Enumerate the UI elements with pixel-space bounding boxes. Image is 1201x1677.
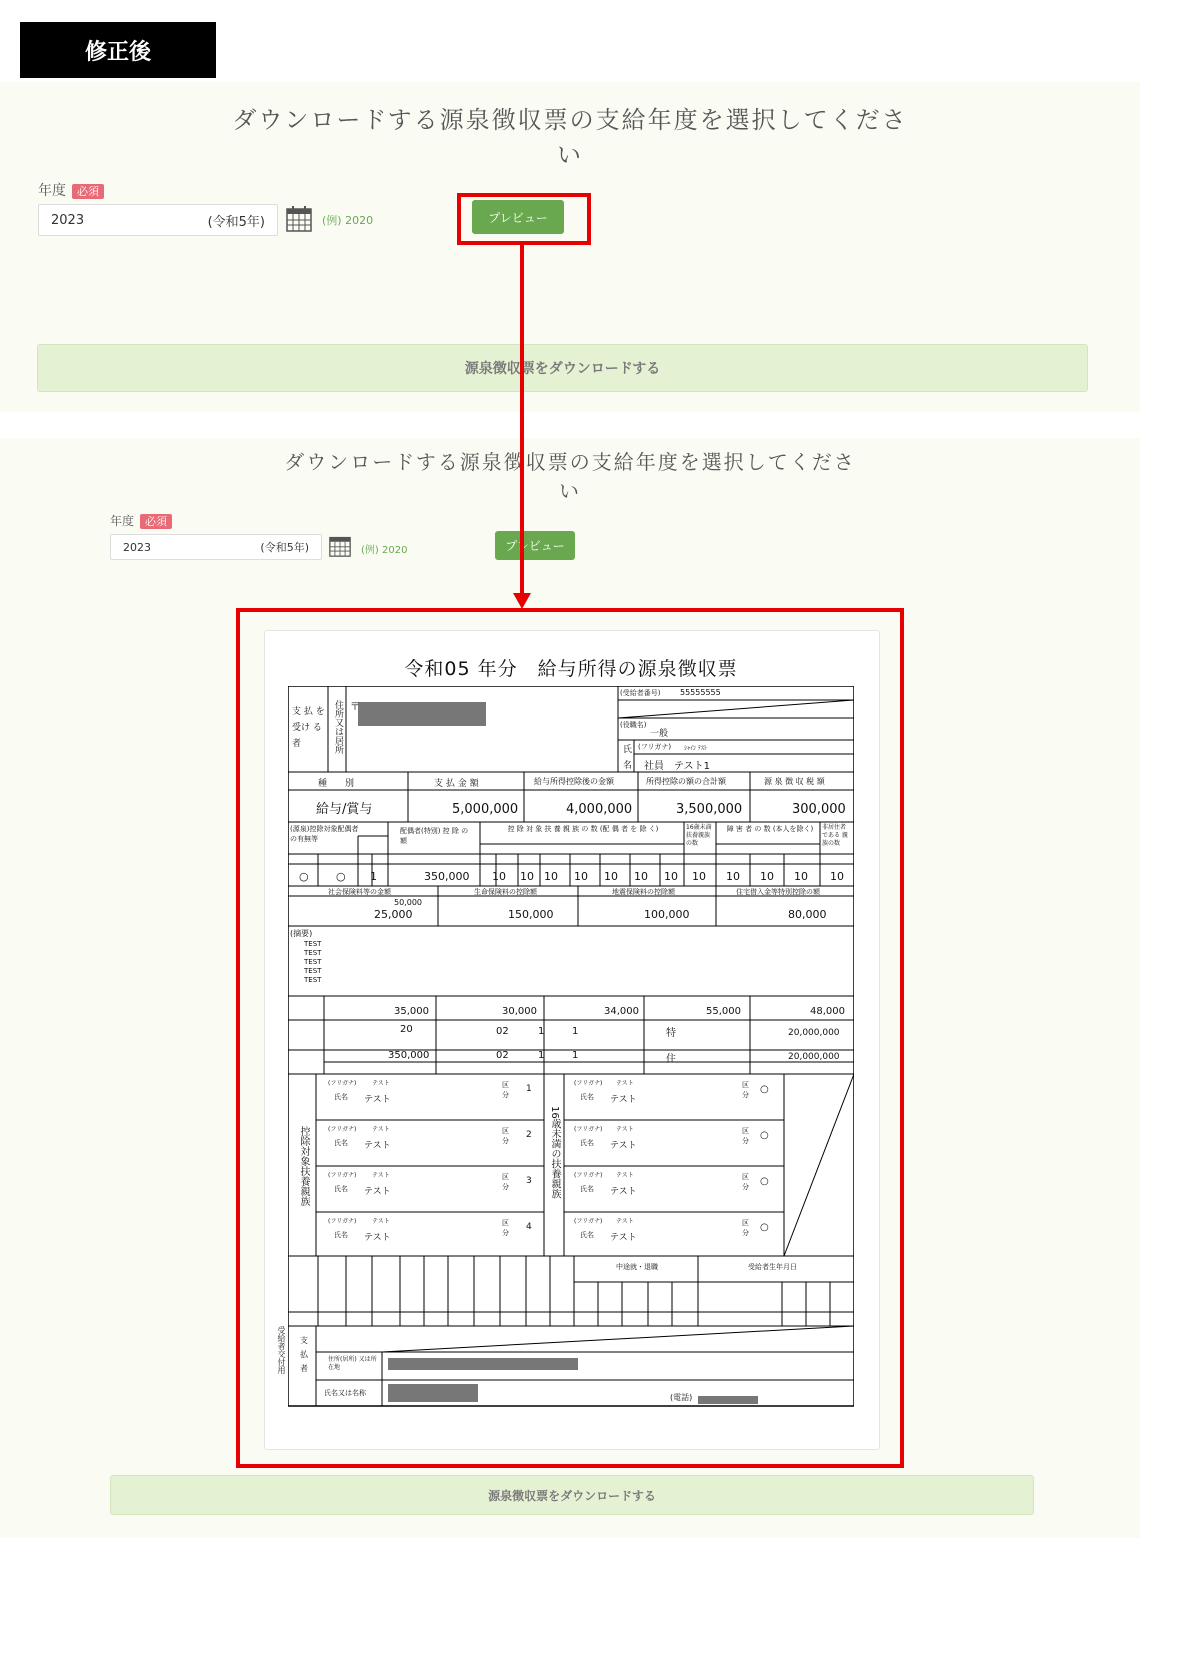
year-input-2[interactable] — [110, 534, 322, 560]
dep-kubun-label: 区分 — [502, 1219, 509, 1237]
col-deduct-total: 所得控除の額の合計額 — [646, 777, 726, 786]
nonresident-label: 非居住者 である 親族の数 — [822, 824, 848, 847]
year-label-2 — [110, 512, 172, 529]
dep-name: テスト — [364, 1095, 391, 1105]
address-label: 住所又は居所 — [333, 700, 343, 754]
u16-furigana: テスト — [616, 1080, 634, 1087]
ins-value-4: 55,000 — [706, 1006, 741, 1017]
birth-label: 受給者生年月日 — [748, 1263, 797, 1271]
dep-furigana-label: (フリガナ) — [328, 1172, 357, 1179]
housing-day-2: 1 — [572, 1050, 579, 1061]
type-value: 給与/賞与 — [316, 802, 373, 817]
under16-row-1 — [570, 1078, 780, 1118]
dep-name-label: 氏名 — [334, 1093, 348, 1101]
u16-kubun-label: 区分 — [742, 1127, 749, 1145]
dep-name-label: 氏名 — [334, 1139, 348, 1147]
position-label: (役職名) — [620, 721, 647, 729]
u16-furigana-label: (フリガナ) — [574, 1218, 603, 1225]
u16-kubun-label: 区分 — [742, 1219, 749, 1237]
slip-title: 令和05 年分 給与所得の源泉徴収票 — [404, 658, 738, 680]
dep-kubun-label: 区分 — [502, 1127, 509, 1145]
social-inner: 50,000 — [394, 898, 422, 907]
deduction-total-value: 3,500,000 — [676, 802, 743, 817]
furigana-value: ｼｬｲﾝ ﾃｽﾄ — [684, 745, 707, 752]
spouse-flag-1: ○ — [299, 870, 309, 883]
u16-name: テスト — [610, 1095, 637, 1105]
u16-circle: ○ — [760, 1222, 769, 1233]
download-button[interactable]: 源泉徴収票をダウンロードする — [37, 344, 1088, 392]
dep-kubun-label: 区分 — [502, 1173, 509, 1191]
dependents-side-label: 控除対象扶養親族 — [298, 1126, 309, 1206]
recipient-no-label: (受給者番号) — [620, 689, 661, 697]
ins-value-1: 35,000 — [394, 1006, 429, 1017]
era-value-2: (令和5年) — [260, 541, 309, 554]
col-tax: 源 泉 徴 収 税 額 — [764, 777, 825, 786]
dep-kubun-value: 3 — [526, 1176, 532, 1186]
housing-label: 住宅借入金等特別控除の額 — [736, 888, 820, 896]
dep-furigana: テスト — [372, 1080, 390, 1087]
dependent-row-3 — [322, 1170, 542, 1210]
postal-mark: 〒 — [350, 702, 360, 713]
dependent-row-1 — [322, 1078, 542, 1118]
housing-year-2: 02 — [496, 1050, 509, 1061]
u16-kubun-label: 区分 — [742, 1173, 749, 1191]
housing-amount-2: 350,000 — [388, 1050, 430, 1061]
dep-furigana-label: (フリガナ) — [328, 1126, 357, 1133]
u16-circle: ○ — [760, 1130, 769, 1141]
page-heading-2: ダウンロードする源泉徴収票の支給年度を選択してください — [284, 450, 856, 503]
housing-kubun-2: 住 — [666, 1054, 676, 1065]
payer-side-label: 受給者交付用 — [277, 1326, 286, 1374]
example-hint: (例) 2020 — [322, 214, 374, 227]
u16-kubun-label: 区分 — [742, 1081, 749, 1099]
disabled-count-1: 10 — [726, 870, 740, 883]
col-type: 種 別 — [318, 779, 355, 789]
year-input[interactable] — [38, 204, 278, 236]
dep-name-label: 氏名 — [334, 1231, 348, 1239]
u16-name-label: 氏名 — [580, 1231, 594, 1239]
recipient-no: 55555555 — [680, 688, 721, 697]
payer-label: 支 払 者 — [300, 1336, 308, 1373]
spouse-special-label: 配偶者(特別) 控 除 の 額 — [400, 827, 469, 845]
life-label: 生命保険料の控除額 — [474, 888, 537, 896]
under16-side-label: 16歳未満の扶養親族 — [549, 1106, 560, 1199]
payer-name-label: 氏名又は名称 — [324, 1389, 366, 1397]
row3-values — [288, 870, 854, 884]
payment-value: 5,000,000 — [452, 802, 519, 817]
u16-name-label: 氏名 — [580, 1093, 594, 1101]
preview-button[interactable]: プレビュー — [472, 200, 564, 234]
col-payment: 支 払 金 額 — [434, 779, 479, 789]
u16-circle: ○ — [760, 1084, 769, 1095]
spouse-flag-2: ○ — [336, 870, 346, 883]
dep-name-label: 氏名 — [334, 1185, 348, 1193]
furigana-label: (フリガナ) — [638, 743, 672, 751]
dep-name: テスト — [364, 1141, 391, 1151]
housing-balance-1: 20,000,000 — [788, 1028, 840, 1038]
dep-name: テスト — [364, 1187, 391, 1197]
calendar-icon[interactable] — [286, 206, 312, 232]
year-label-text: 年度 — [38, 183, 66, 199]
name-label: 氏 名 — [623, 745, 633, 771]
dep-kubun-value: 2 — [526, 1130, 532, 1140]
housing-kubun-1: 特 — [666, 1028, 676, 1039]
dep-count-5: 10 — [604, 870, 618, 883]
spouse-label: (源泉)控除対象配偶者 の有無等 — [290, 825, 359, 843]
housing-balance-2: 20,000,000 — [788, 1052, 840, 1062]
dep-count-6: 10 — [634, 870, 648, 883]
summary-line-4: TEST — [304, 967, 322, 975]
u16-name: テスト — [610, 1187, 637, 1197]
preview-button-2[interactable]: プレビュー — [495, 531, 575, 560]
under16-row-2 — [570, 1124, 780, 1164]
u16-furigana-label: (フリガナ) — [574, 1172, 603, 1179]
u16-furigana: テスト — [616, 1172, 634, 1179]
withholding-slip — [277, 654, 854, 1414]
spouse-special-value: 350,000 — [424, 870, 470, 883]
ins-value-5: 48,000 — [810, 1006, 845, 1017]
required-badge: 必須 — [72, 184, 104, 199]
payer-address-label: 住所(居所) 又は所在地 — [328, 1356, 377, 1371]
u16-name: テスト — [610, 1141, 637, 1151]
u16-circle: ○ — [760, 1176, 769, 1187]
u16-name-label: 氏名 — [580, 1185, 594, 1193]
disabled-label: 障 害 者 の 数 (本人を除く) — [726, 825, 814, 833]
life-value: 150,000 — [508, 908, 554, 921]
required-badge-2: 必須 — [140, 514, 172, 529]
dep-name: テスト — [364, 1233, 391, 1243]
summary-line-2: TEST — [304, 949, 322, 957]
dep-furigana-label: (フリガナ) — [328, 1218, 357, 1225]
dep-furigana: テスト — [372, 1172, 390, 1179]
page-heading: ダウンロードする源泉徴収票の支給年度を選択してください — [232, 106, 908, 169]
dependent-row-2 — [322, 1124, 542, 1164]
spouse-flag-3: 1 — [370, 870, 377, 883]
summary-line-3: TEST — [304, 958, 322, 966]
dep-count-7: 10 — [664, 870, 678, 883]
housing-year-1: 02 — [496, 1026, 509, 1037]
hire-label: 中途就・退職 — [616, 1263, 658, 1271]
label-after-fix: 修正後 — [20, 22, 216, 78]
example-hint-2: (例) 2020 — [361, 545, 408, 556]
social-value: 25,000 — [374, 908, 413, 921]
housing-value: 80,000 — [788, 908, 827, 921]
housing-month-2: 1 — [538, 1050, 545, 1061]
dep-count-1: 10 — [492, 870, 506, 883]
year-label — [38, 180, 104, 200]
under16-row-3 — [570, 1170, 780, 1210]
year-label-text-2: 年度 — [110, 514, 135, 528]
dep-count-2: 10 — [520, 870, 534, 883]
dep-kubun-value: 4 — [526, 1222, 532, 1232]
ins-value-2: 30,000 — [502, 1006, 537, 1017]
dependent-row-4 — [322, 1216, 542, 1254]
summary-lines — [304, 940, 321, 985]
u16-name: テスト — [610, 1233, 637, 1243]
dep-kubun-label: 区分 — [502, 1081, 509, 1099]
dep-furigana: テスト — [372, 1126, 390, 1133]
nonresident-count: 10 — [830, 870, 844, 883]
dep-count-3: 10 — [544, 870, 558, 883]
housing-day-1: 1 — [572, 1026, 579, 1037]
dep-furigana-label: (フリガナ) — [328, 1080, 357, 1087]
dep-kubun-value: 1 — [526, 1084, 532, 1094]
dep-count-4: 10 — [574, 870, 588, 883]
quake-label: 地震保険料の控除額 — [612, 888, 675, 896]
social-label: 社会保険料等の金額 — [328, 888, 391, 896]
calendar-icon-2[interactable] — [329, 535, 351, 557]
era-value: (令和5年) — [207, 214, 265, 230]
after-deduction-value: 4,000,000 — [566, 802, 633, 817]
under16-row-4 — [570, 1216, 780, 1254]
connector-arrow — [510, 243, 534, 613]
quake-value: 100,000 — [644, 908, 690, 921]
housing-count: 20 — [400, 1024, 413, 1035]
summary-line-5: TEST — [304, 976, 322, 984]
u16-furigana-label: (フリガナ) — [574, 1080, 603, 1087]
dependents-label: 控 除 対 象 扶 養 親 族 の 数 (配 偶 者 を 除 く) — [507, 825, 659, 833]
disabled-count-2: 10 — [760, 870, 774, 883]
summary-line-1: TEST — [304, 940, 322, 948]
position-value: 一般 — [650, 729, 669, 739]
u16-furigana: テスト — [616, 1126, 634, 1133]
year-input-value: 2023 — [51, 212, 85, 228]
tax-value: 300,000 — [792, 802, 846, 817]
year-input-value-2: 2023 — [123, 540, 151, 554]
employee-name: 社員 テスト1 — [644, 761, 710, 772]
col-after: 給与所得控除後の金額 — [534, 777, 614, 786]
u16-furigana: テスト — [616, 1218, 634, 1225]
summary-label: (摘要) — [290, 929, 313, 938]
under16-count: 10 — [692, 870, 706, 883]
phone-label: (電話) — [670, 1393, 693, 1402]
under16-label: 16歳未満 扶養親族 の数 — [686, 824, 712, 847]
dep-furigana: テスト — [372, 1218, 390, 1225]
u16-furigana-label: (フリガナ) — [574, 1126, 603, 1133]
u16-name-label: 氏名 — [580, 1139, 594, 1147]
housing-month-1: 1 — [538, 1026, 545, 1037]
download-button-2[interactable]: 源泉徴収票をダウンロードする — [110, 1475, 1034, 1515]
disabled-count-3: 10 — [794, 870, 808, 883]
ins-value-3: 34,000 — [604, 1006, 639, 1017]
payee-label: 支 払 を受け る 者 — [292, 707, 325, 749]
